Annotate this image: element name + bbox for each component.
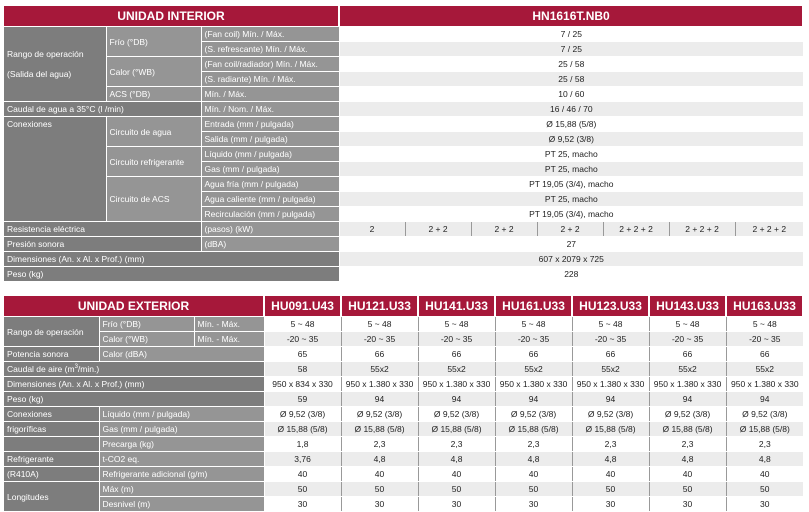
indoor-range-label xyxy=(4,27,106,102)
cell: Ø 9,52 (3/8) xyxy=(572,407,649,422)
cell: 950 x 1.380 x 330 xyxy=(572,377,649,392)
cell: Ø 15,88 (5/8) xyxy=(495,422,572,437)
cell: 94 xyxy=(341,392,418,407)
cell: Ø 9,52 (3/8) xyxy=(418,407,495,422)
conexiones-ext-label: Conexiones xyxy=(4,407,99,422)
row-desc: Gas (mm / pulgada) xyxy=(201,162,339,177)
outdoor-unit-table xyxy=(4,296,804,512)
row-desc: (S. refrescante) Mín. / Máx. xyxy=(201,42,339,57)
cell: 3,76 xyxy=(264,452,341,467)
outdoor-header-title: UNIDAD EXTERIOR xyxy=(4,296,264,317)
row-desc: Agua fría (mm / pulgada) xyxy=(201,177,339,192)
table-row xyxy=(4,362,803,377)
row-desc: Agua caliente (mm / pulgada) xyxy=(201,192,339,207)
longitudes-label: Longitudes xyxy=(4,482,99,512)
cell: 4,8 xyxy=(726,452,803,467)
row-sub: Frío (°DB) xyxy=(99,317,194,332)
row-desc: (S. radiante) Mín. / Máx. xyxy=(201,72,339,87)
cell: 5 ~ 48 xyxy=(264,317,341,332)
cell: 55x2 xyxy=(495,362,572,377)
cell: 59 xyxy=(264,392,341,407)
table-row xyxy=(4,497,803,512)
cell: Ø 9,52 (3/8) xyxy=(341,407,418,422)
row-value: 27 xyxy=(339,237,803,252)
cell: 30 xyxy=(341,497,418,512)
row-desc: Mín. / Nom. / Máx. xyxy=(201,102,339,117)
cell: Ø 9,52 (3/8) xyxy=(726,407,803,422)
cell: 2,3 xyxy=(649,437,726,452)
row-desc: Mín. - Máx. xyxy=(194,317,264,332)
presion-label: Presión sonora xyxy=(4,237,201,252)
row-sub: Gas (mm / pulgada) xyxy=(99,422,264,437)
cell: Ø 15,88 (5/8) xyxy=(649,422,726,437)
row-sub: Calor (dBA) xyxy=(99,347,264,362)
row-desc: (dBA) xyxy=(201,237,339,252)
row-value: 25 / 58 xyxy=(339,72,803,87)
cell: 30 xyxy=(495,497,572,512)
cell: 94 xyxy=(726,392,803,407)
range-label-line1: Rango de operación xyxy=(7,49,84,59)
row-sub: Líquido (mm / pulgada) xyxy=(99,407,264,422)
row-value: PT 25, macho xyxy=(339,162,803,177)
cell: Ø 9,52 (3/8) xyxy=(649,407,726,422)
refrigerante-label: Refrigerante xyxy=(4,452,99,467)
cell: 30 xyxy=(418,497,495,512)
dimensiones-ext-label: Dimensiones (An. x Al. x Prof.) (mm) xyxy=(4,377,264,392)
row-desc: (pasos) (kW) xyxy=(201,222,339,237)
conexiones-label: Conexiones xyxy=(4,117,106,222)
cell: 4,8 xyxy=(418,452,495,467)
potencia-label: Potencia sonora xyxy=(4,347,99,362)
cell: -20 ~ 35 xyxy=(264,332,341,347)
cell: 50 xyxy=(341,482,418,497)
dimensiones-label: Dimensiones (An. x Al. x Prof.) (mm) xyxy=(4,252,339,267)
resistencia-value: 2 + 2 + 2 xyxy=(735,222,803,237)
cell: 2,3 xyxy=(418,437,495,452)
row-desc: Entrada (mm / pulgada) xyxy=(201,117,339,132)
cell: 50 xyxy=(572,482,649,497)
row-value: PT 19,05 (3/4), macho xyxy=(339,207,803,222)
cell: -20 ~ 35 xyxy=(726,332,803,347)
cell: 40 xyxy=(649,467,726,482)
table-row xyxy=(4,222,803,237)
resistencia-value: 2 + 2 + 2 xyxy=(669,222,735,237)
row-sub: Máx (m) xyxy=(99,482,264,497)
caudal-agua-label: Caudal de agua a 35°C (l /min) xyxy=(4,102,201,117)
row-value: PT 25, macho xyxy=(339,192,803,207)
empty-label xyxy=(4,437,99,452)
cell: 5 ~ 48 xyxy=(726,317,803,332)
row-sub: t-CO2 eq. xyxy=(99,452,264,467)
cell: 50 xyxy=(418,482,495,497)
cell: 66 xyxy=(726,347,803,362)
table-row xyxy=(4,27,803,42)
cell: 66 xyxy=(341,347,418,362)
row-desc: Líquido (mm / pulgada) xyxy=(201,147,339,162)
cell: 94 xyxy=(418,392,495,407)
cell: Ø 15,88 (5/8) xyxy=(418,422,495,437)
cell: 66 xyxy=(572,347,649,362)
cell: 40 xyxy=(495,467,572,482)
cell: 50 xyxy=(726,482,803,497)
table-row xyxy=(4,377,803,392)
model-header: HU143.U33 xyxy=(649,296,726,317)
model-header: HU163.U33 xyxy=(726,296,803,317)
row-desc: (Fan coil) Mín. / Máx. xyxy=(201,27,339,42)
range-label-line2: (Salida del agua) xyxy=(7,69,72,79)
table-row xyxy=(4,237,803,252)
cell: 950 x 1.380 x 330 xyxy=(341,377,418,392)
cell: Ø 15,88 (5/8) xyxy=(726,422,803,437)
caudal-aire-text: Caudal de aire (m xyxy=(7,364,75,374)
cell: 5 ~ 48 xyxy=(418,317,495,332)
model-header: HU121.U33 xyxy=(341,296,418,317)
calor-label: Calor (°WB) xyxy=(106,57,201,87)
cell: 30 xyxy=(264,497,341,512)
cell: -20 ~ 35 xyxy=(495,332,572,347)
table-row xyxy=(4,267,803,282)
cell: Ø 15,88 (5/8) xyxy=(264,422,341,437)
row-desc: Mín. - Máx. xyxy=(194,332,264,347)
rango-label: Rango de operación xyxy=(4,317,99,347)
cell: 4,8 xyxy=(649,452,726,467)
table-row xyxy=(4,347,803,362)
cell: 66 xyxy=(495,347,572,362)
model-header: HU123.U33 xyxy=(572,296,649,317)
row-value: PT 19,05 (3/4), macho xyxy=(339,177,803,192)
row-value: 10 / 60 xyxy=(339,87,803,102)
cell: Ø 9,52 (3/8) xyxy=(495,407,572,422)
table-row xyxy=(4,117,803,132)
peso-ext-label: Peso (kg) xyxy=(4,392,264,407)
resistencia-value: 2 + 2 + 2 xyxy=(603,222,669,237)
row-sub: Desnivel (m) xyxy=(99,497,264,512)
table-row xyxy=(4,57,803,72)
table-row xyxy=(4,102,803,117)
row-value: Ø 15,88 (5/8) xyxy=(339,117,803,132)
resistencia-label: Resistencia eléctrica xyxy=(4,222,201,237)
cell: 950 x 834 x 330 xyxy=(264,377,341,392)
cell: 94 xyxy=(572,392,649,407)
row-sub: Precarga (kg) xyxy=(99,437,264,452)
cell: 950 x 1.380 x 330 xyxy=(726,377,803,392)
row-value: 16 / 46 / 70 xyxy=(339,102,803,117)
frio-label: Frío (°DB) xyxy=(106,27,201,57)
row-sub: Refrigerante adicional (g/m) xyxy=(99,467,264,482)
indoor-unit-table xyxy=(4,6,804,282)
cell: -20 ~ 35 xyxy=(341,332,418,347)
resistencia-value: 2 + 2 xyxy=(405,222,471,237)
cell: 5 ~ 48 xyxy=(649,317,726,332)
cell: 950 x 1.380 x 330 xyxy=(649,377,726,392)
row-value: 25 / 58 xyxy=(339,57,803,72)
cell: 94 xyxy=(649,392,726,407)
cell: 950 x 1.380 x 330 xyxy=(418,377,495,392)
circuito-acs-label: Circuito de ACS xyxy=(106,177,201,222)
row-value: 228 xyxy=(339,267,803,282)
table-row xyxy=(4,407,803,422)
indoor-header-title: UNIDAD INTERIOR xyxy=(4,6,339,27)
r410a-label: (R410A) xyxy=(4,467,99,482)
peso-label: Peso (kg) xyxy=(4,267,339,282)
indoor-header-model: HN1616T.NB0 xyxy=(339,6,803,27)
cell: 5 ~ 48 xyxy=(572,317,649,332)
table-row xyxy=(4,467,803,482)
cell: 66 xyxy=(418,347,495,362)
row-desc: (Fan coil/radiador) Mín. / Máx. xyxy=(201,57,339,72)
cell: 50 xyxy=(264,482,341,497)
row-desc: Salida (mm / pulgada) xyxy=(201,132,339,147)
table-row xyxy=(4,317,803,332)
table-row xyxy=(4,332,803,347)
row-value: PT 25, macho xyxy=(339,147,803,162)
cell: 55x2 xyxy=(341,362,418,377)
cell: Ø 15,88 (5/8) xyxy=(341,422,418,437)
cell: 55x2 xyxy=(649,362,726,377)
cell: 1,8 xyxy=(264,437,341,452)
table-row xyxy=(4,452,803,467)
row-value: 607 x 2079 x 725 xyxy=(339,252,803,267)
table-row xyxy=(4,87,803,102)
model-header: HU091.U43 xyxy=(264,296,341,317)
cell: 4,8 xyxy=(495,452,572,467)
cell: 30 xyxy=(726,497,803,512)
cell: 65 xyxy=(264,347,341,362)
cell: 4,8 xyxy=(341,452,418,467)
cell: Ø 15,88 (5/8) xyxy=(572,422,649,437)
cell: 2,3 xyxy=(341,437,418,452)
cell: 2,3 xyxy=(726,437,803,452)
model-header: HU141.U33 xyxy=(418,296,495,317)
cell: 58 xyxy=(264,362,341,377)
cell: 30 xyxy=(649,497,726,512)
caudal-aire-sup: 3 xyxy=(74,364,78,371)
row-value: 7 / 25 xyxy=(339,27,803,42)
cell: 40 xyxy=(418,467,495,482)
resistencia-value: 2 xyxy=(339,222,405,237)
cell: Ø 9,52 (3/8) xyxy=(264,407,341,422)
caudal-aire-end: /min.) xyxy=(77,364,100,374)
row-desc: Mín. / Máx. xyxy=(201,87,339,102)
table-row xyxy=(4,147,803,162)
cell: 66 xyxy=(649,347,726,362)
resistencia-value: 2 + 2 xyxy=(537,222,603,237)
table-row xyxy=(4,482,803,497)
table-row xyxy=(4,437,803,452)
table-row xyxy=(4,252,803,267)
cell: 2,3 xyxy=(572,437,649,452)
cell: 55x2 xyxy=(418,362,495,377)
cell: 5 ~ 48 xyxy=(341,317,418,332)
cell: 40 xyxy=(264,467,341,482)
model-header: HU161.U33 xyxy=(495,296,572,317)
cell: 2,3 xyxy=(495,437,572,452)
cell: 40 xyxy=(341,467,418,482)
cell: -20 ~ 35 xyxy=(418,332,495,347)
cell: 40 xyxy=(572,467,649,482)
acs-label: ACS (°DB) xyxy=(106,87,201,102)
cell: 94 xyxy=(495,392,572,407)
cell: 5 ~ 48 xyxy=(495,317,572,332)
cell: 50 xyxy=(495,482,572,497)
cell: 50 xyxy=(649,482,726,497)
cell: 40 xyxy=(726,467,803,482)
row-desc: Recirculación (mm / pulgada) xyxy=(201,207,339,222)
cell: 4,8 xyxy=(572,452,649,467)
cell: -20 ~ 35 xyxy=(572,332,649,347)
circuito-refrigerante-label: Circuito refrigerante xyxy=(106,147,201,177)
table-row xyxy=(4,392,803,407)
cell: 30 xyxy=(572,497,649,512)
circuito-agua-label: Circuito de agua xyxy=(106,117,201,147)
frigorificas-label: frigoríficas xyxy=(4,422,99,437)
table-row xyxy=(4,177,803,192)
cell: 55x2 xyxy=(572,362,649,377)
cell: -20 ~ 35 xyxy=(649,332,726,347)
cell: 950 x 1.380 x 330 xyxy=(495,377,572,392)
row-sub: Calor (°WB) xyxy=(99,332,194,347)
row-value: 7 / 25 xyxy=(339,42,803,57)
row-value: Ø 9,52 (3/8) xyxy=(339,132,803,147)
cell: 55x2 xyxy=(726,362,803,377)
resistencia-value: 2 + 2 xyxy=(471,222,537,237)
table-row xyxy=(4,422,803,437)
caudal-aire-label xyxy=(4,362,264,377)
